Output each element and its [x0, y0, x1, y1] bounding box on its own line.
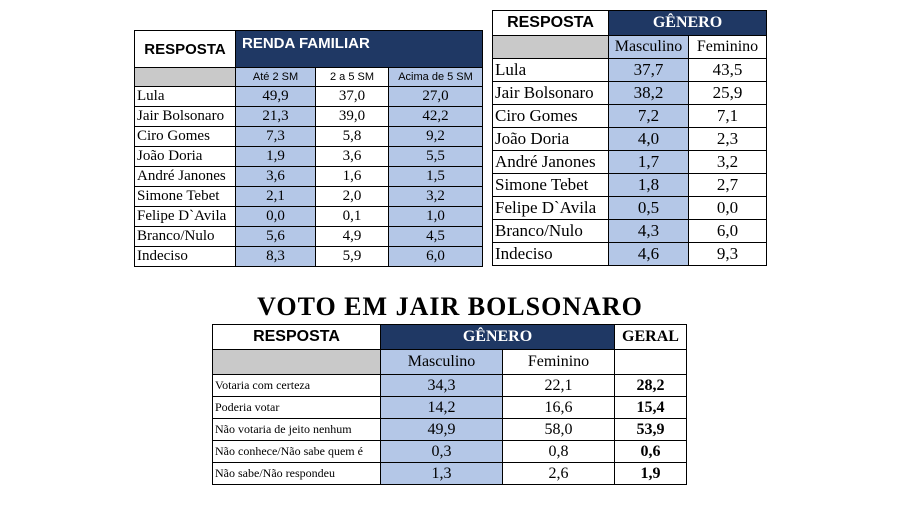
row-label: Jair Bolsonaro: [135, 107, 236, 127]
genero-header: GÊNERO: [381, 325, 615, 350]
value-cell: 34,3: [381, 375, 503, 397]
value-cell: 2,6: [503, 463, 615, 485]
row-label: Indeciso: [493, 243, 609, 266]
table-row: [213, 397, 687, 419]
value-cell: 2,0: [316, 187, 389, 207]
value-cell: 3,2: [689, 151, 767, 174]
value-cell: 21,3: [236, 107, 316, 127]
row-label: Lula: [135, 87, 236, 107]
col-header: Até 2 SM: [236, 68, 316, 87]
row-label: Branco/Nulo: [135, 227, 236, 247]
table-row: [135, 207, 483, 227]
value-cell: 49,9: [381, 419, 503, 441]
value-cell: 4,3: [609, 220, 689, 243]
row-label: João Doria: [493, 128, 609, 151]
genero-table: [492, 10, 767, 266]
value-cell: 43,5: [689, 59, 767, 82]
value-cell: 0,0: [236, 207, 316, 227]
value-cell: 37,7: [609, 59, 689, 82]
value-cell: 5,9: [316, 247, 389, 267]
value-cell: 38,2: [609, 82, 689, 105]
value-cell: 7,3: [236, 127, 316, 147]
col-header: 2 a 5 SM: [316, 68, 389, 87]
table-row: [135, 247, 483, 267]
value-cell: 16,6: [503, 397, 615, 419]
col-header: Masculino: [609, 36, 689, 59]
value-cell: 8,3: [236, 247, 316, 267]
col-header: Masculino: [381, 350, 503, 375]
table-row: [493, 82, 767, 105]
row-label: Não votaria de jeito nenhum: [213, 419, 381, 441]
row-label: Ciro Gomes: [135, 127, 236, 147]
value-cell: 14,2: [381, 397, 503, 419]
value-cell: 0,1: [316, 207, 389, 227]
value-cell: 4,6: [609, 243, 689, 266]
section-title: VOTO EM JAIR BOLSONARO: [257, 292, 643, 321]
value-cell: 58,0: [503, 419, 615, 441]
value-cell: 1,9: [236, 147, 316, 167]
value-cell: 5,8: [316, 127, 389, 147]
row-label: Ciro Gomes: [493, 105, 609, 128]
value-cell: 9,3: [689, 243, 767, 266]
geral-cell: 1,9: [615, 463, 687, 485]
value-cell: 7,1: [689, 105, 767, 128]
blank-header-cell: [213, 350, 381, 375]
table-row: [493, 174, 767, 197]
value-cell: 1,3: [381, 463, 503, 485]
value-cell: 0,8: [503, 441, 615, 463]
value-cell: 42,2: [389, 107, 483, 127]
value-cell: 3,6: [236, 167, 316, 187]
table-row: [213, 375, 687, 397]
value-cell: 4,0: [609, 128, 689, 151]
geral-cell: 0,6: [615, 441, 687, 463]
value-cell: 7,2: [609, 105, 689, 128]
value-cell: 0,3: [381, 441, 503, 463]
row-label: Poderia votar: [213, 397, 381, 419]
row-label: Indeciso: [135, 247, 236, 267]
value-cell: 25,9: [689, 82, 767, 105]
value-cell: 2,3: [689, 128, 767, 151]
col-header: Feminino: [689, 36, 767, 59]
row-label: Não sabe/Não respondeu: [213, 463, 381, 485]
row-label: Felipe D`Avila: [493, 197, 609, 220]
table-row: [493, 197, 767, 220]
geral-cell: 15,4: [615, 397, 687, 419]
value-cell: 37,0: [316, 87, 389, 107]
genero-header: GÊNERO: [609, 11, 767, 36]
value-cell: 6,0: [689, 220, 767, 243]
renda-familiar-header: RENDA FAMILIAR: [236, 31, 483, 68]
value-cell: 5,5: [389, 147, 483, 167]
col-header: Feminino: [503, 350, 615, 375]
value-cell: 1,8: [609, 174, 689, 197]
table-row: [213, 419, 687, 441]
table-row: [135, 187, 483, 207]
value-cell: 1,7: [609, 151, 689, 174]
value-cell: 39,0: [316, 107, 389, 127]
table-row: [135, 227, 483, 247]
resp-header: RESPOSTA: [213, 325, 381, 350]
resp-header: RESPOSTA: [493, 11, 609, 36]
col-header: Acima de 5 SM: [389, 68, 483, 87]
value-cell: 1,6: [316, 167, 389, 187]
table-row: [135, 147, 483, 167]
table-row: [135, 87, 483, 107]
table-row: [493, 105, 767, 128]
value-cell: 9,2: [389, 127, 483, 147]
value-cell: 49,9: [236, 87, 316, 107]
row-label: Simone Tebet: [135, 187, 236, 207]
row-label: Votaria com certeza: [213, 375, 381, 397]
bolsonaro-vote-table: [212, 324, 687, 485]
geral-header: GERAL: [615, 325, 687, 350]
row-label: João Doria: [135, 147, 236, 167]
value-cell: 27,0: [389, 87, 483, 107]
value-cell: 0,5: [609, 197, 689, 220]
value-cell: 1,0: [389, 207, 483, 227]
value-cell: 22,1: [503, 375, 615, 397]
value-cell: 3,2: [389, 187, 483, 207]
geral-cell: 28,2: [615, 375, 687, 397]
value-cell: 6,0: [389, 247, 483, 267]
value-cell: 4,5: [389, 227, 483, 247]
resp-header: RESPOSTA: [135, 31, 236, 68]
table-row: [493, 128, 767, 151]
value-cell: 5,6: [236, 227, 316, 247]
blank-geral-cell: [615, 350, 687, 375]
table-row: [493, 243, 767, 266]
table-row: [135, 127, 483, 147]
blank-header-cell: [493, 36, 609, 59]
row-label: Branco/Nulo: [493, 220, 609, 243]
table-row: [135, 167, 483, 187]
table-row: [493, 59, 767, 82]
value-cell: 2,1: [236, 187, 316, 207]
geral-cell: 53,9: [615, 419, 687, 441]
value-cell: 4,9: [316, 227, 389, 247]
value-cell: 1,5: [389, 167, 483, 187]
row-label: Lula: [493, 59, 609, 82]
blank-header-cell: [135, 68, 236, 87]
value-cell: 0,0: [689, 197, 767, 220]
renda-familiar-table: [134, 30, 483, 267]
table-row: [493, 220, 767, 243]
row-label: Felipe D`Avila: [135, 207, 236, 227]
value-cell: 3,6: [316, 147, 389, 167]
table-row: [213, 441, 687, 463]
row-label: André Janones: [493, 151, 609, 174]
table-row: [135, 107, 483, 127]
value-cell: 2,7: [689, 174, 767, 197]
row-label: André Janones: [135, 167, 236, 187]
row-label: Jair Bolsonaro: [493, 82, 609, 105]
table-row: [213, 463, 687, 485]
row-label: Simone Tebet: [493, 174, 609, 197]
table-row: [493, 151, 767, 174]
row-label: Não conhece/Não sabe quem é: [213, 441, 381, 463]
